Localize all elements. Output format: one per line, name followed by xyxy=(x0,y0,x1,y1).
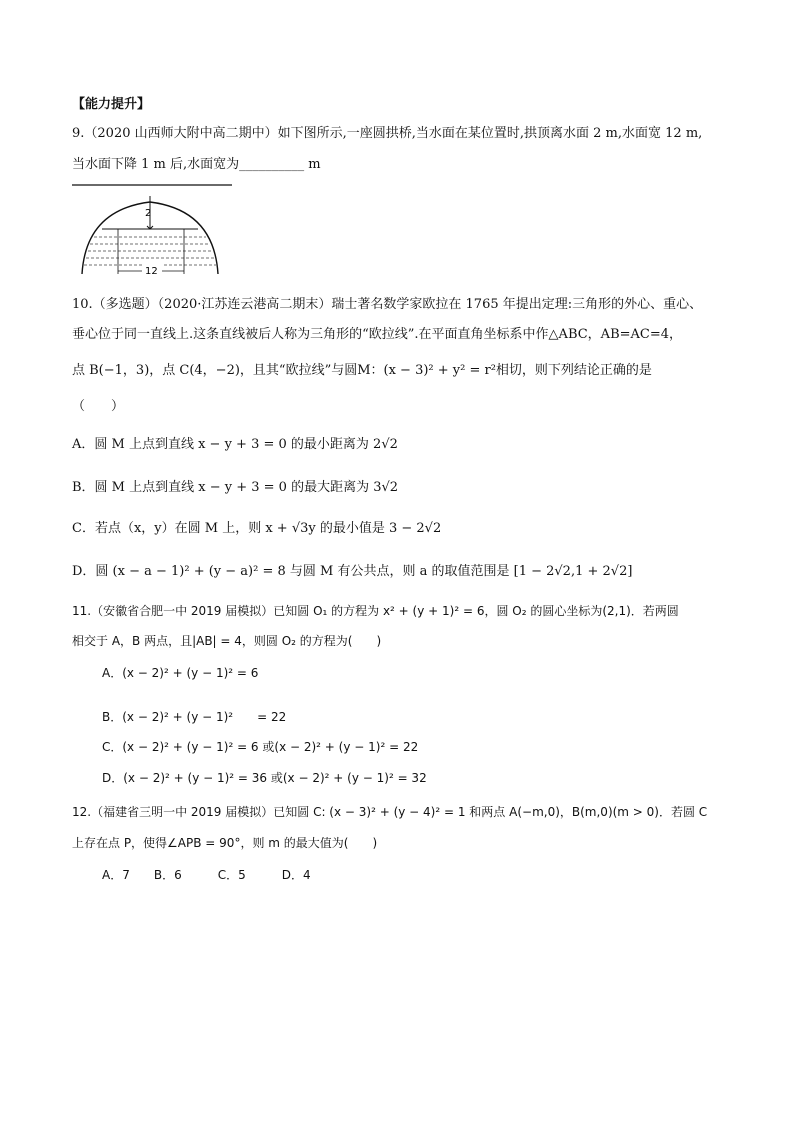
q11-option-b: B．(x − 2)² + (y − 1)² = 22 xyxy=(102,710,287,724)
section-title: 【能力提升】 xyxy=(72,97,151,112)
q10-option-d: D．圆 (x − a − 1)² + (y − a)² = 8 与圆 M 有公共点，则 a 的取值范围是 [1 − 2√2,1 + 2√2] xyxy=(72,564,633,579)
q11-line-2: 相交于 A，B 两点，且|AB| = 4，则圆 O₂ 的方程为( ) xyxy=(72,634,382,648)
q10-option-a: A．圆 M 上点到直线 x − y + 3 = 0 的最小距离为 2√2 xyxy=(72,437,398,452)
q12-line-2: 上存在点 P，使得∠APB = 90°，则 m 的最大值为( ) xyxy=(72,836,378,850)
q9-line-1: 9.（2020 山西师大附中高二期中）如下图所示,一座圆拱桥,当水面在某位置时,拱顶离水面 2 m,水面宽 12 m, xyxy=(72,126,703,141)
q10-line-3: 点 B(−1，3)，点 C(4，−2)，且其“欧拉线”与圆M：(x − 3)² + y² = r²相切，则下列结论正确的是 xyxy=(72,363,652,378)
q10-line-2: 垂心位于同一直线上.这条直线被后人称为三角形的“欧拉线”.在平面直角坐标系中作△ABC，AB=AC=4， xyxy=(72,327,683,342)
q12-line-1: 12.（福建省三明一中 2019 届模拟）已知圆 C: (x − 3)² + (y − 4)² = 1 和两点 A(−m,0)，B(m,0)(m > 0)．若圆 C xyxy=(72,805,708,819)
q10-answer-blank: （ ） xyxy=(72,399,125,414)
width-label: 12 xyxy=(145,266,158,277)
q10-line-1: 10.（多选题）（2020·江苏连云港高二期末）瑞士著名数学家欧拉在 1765 年提出定理:三角形的外心、重心、 xyxy=(72,297,703,312)
height-label: 2 xyxy=(145,208,152,219)
q11-line-1: 11.（安徽省合肥一中 2019 届模拟）已知圆 O₁ 的方程为 x² + (y + 1)² = 6，圆 O₂ 的圆心坐标为(2,1)．若两圆 xyxy=(72,604,679,618)
q11-option-c: C．(x − 2)² + (y − 1)² = 6 或(x − 2)² + (y − 1)² = 22 xyxy=(102,740,419,754)
q9-line-2: 当水面下降 1 m 后,水面宽为__________ m xyxy=(72,157,321,172)
q11-option-d: D．(x − 2)² + (y − 1)² = 36 或(x − 2)² + (y − 1)² = 32 xyxy=(102,771,427,785)
water-hatching xyxy=(84,237,216,265)
q12-options: A．7 B．6 C．5 D．4 xyxy=(102,868,311,882)
q11-option-a: A．(x − 2)² + (y − 1)² = 6 xyxy=(102,666,259,680)
q10-option-c: C．若点（x，y）在圆 M 上，则 x + √3y 的最小值是 3 − 2√2 xyxy=(72,521,442,536)
arch-bridge-figure xyxy=(72,182,232,277)
q10-option-b: B．圆 M 上点到直线 x − y + 3 = 0 的最大距离为 3√2 xyxy=(72,480,399,495)
